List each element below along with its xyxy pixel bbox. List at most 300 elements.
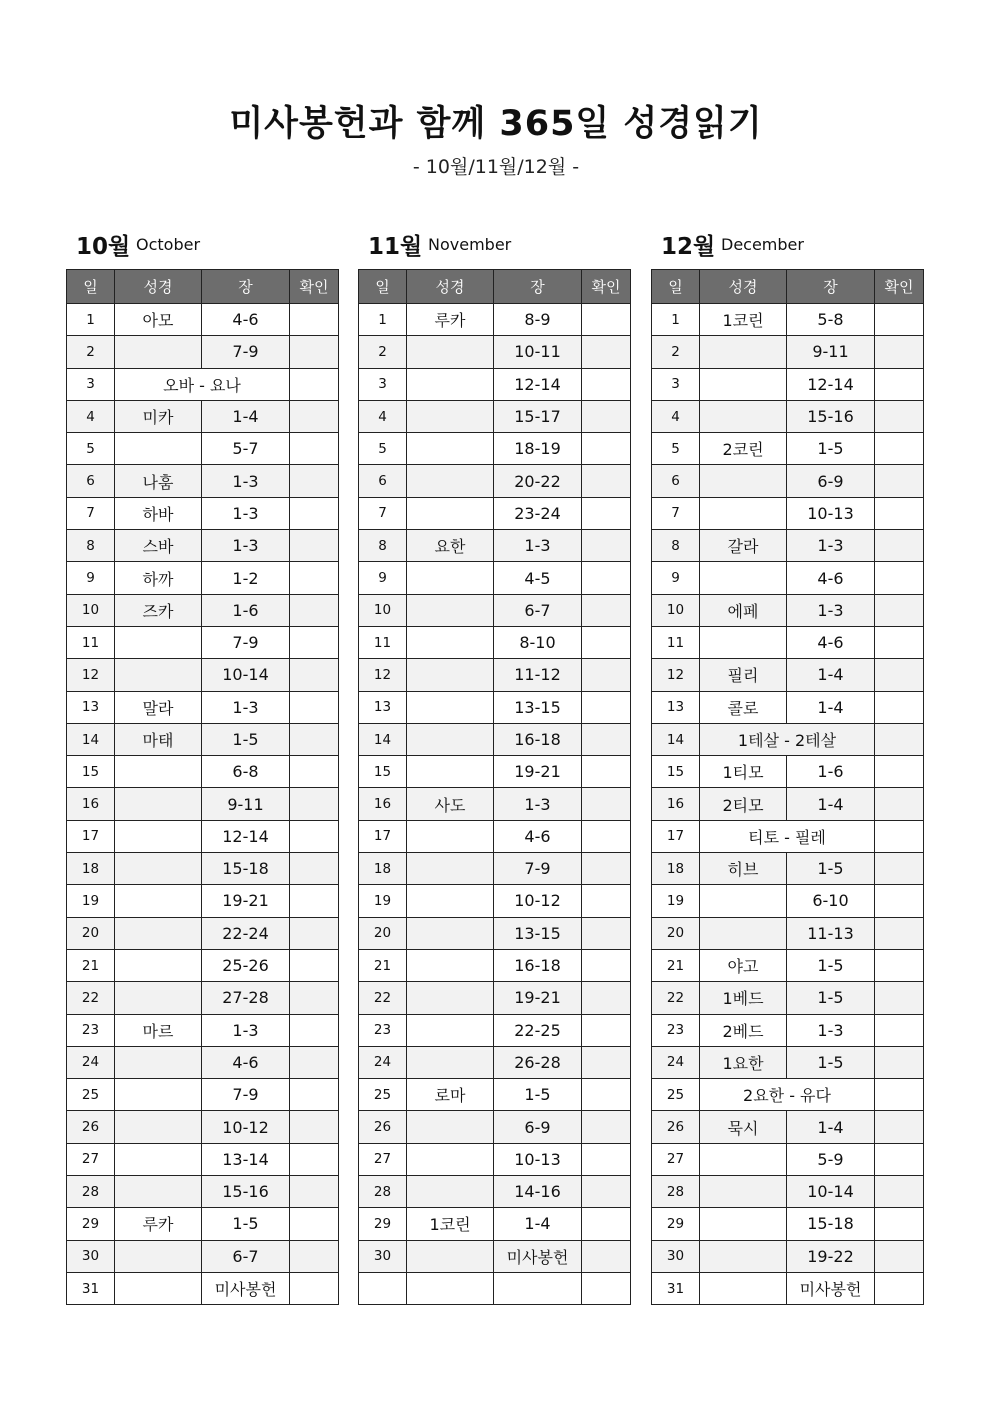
book-cell: [407, 465, 494, 497]
book-cell: 갈라: [700, 530, 787, 562]
chapter-cell: 5-8: [787, 304, 875, 336]
chapter-cell: 7-9: [202, 626, 290, 658]
check-cell[interactable]: [582, 1014, 631, 1046]
check-cell[interactable]: [875, 626, 924, 658]
check-cell[interactable]: [290, 982, 339, 1014]
check-cell[interactable]: [875, 594, 924, 626]
chapter-cell: 12-14: [202, 820, 290, 852]
chapter-cell: 1-5: [787, 1046, 875, 1078]
check-cell[interactable]: [875, 949, 924, 981]
table-row: [359, 594, 631, 626]
day-cell: 14: [359, 723, 407, 755]
day-cell: 29: [67, 1208, 115, 1240]
table-row: [652, 594, 924, 626]
check-cell[interactable]: [582, 820, 631, 852]
day-cell: 7: [652, 497, 700, 529]
table-row: [67, 304, 339, 336]
table-row: [67, 1176, 339, 1208]
table-row: [359, 723, 631, 755]
book-cell: [700, 1240, 787, 1272]
day-cell: 29: [359, 1208, 407, 1240]
table-row: [67, 368, 339, 400]
book-cell: [115, 885, 202, 917]
day-cell: 14: [652, 723, 700, 755]
month-november: [358, 228, 630, 1267]
table-row: [652, 530, 924, 562]
book-cell: 루카: [407, 304, 494, 336]
check-cell[interactable]: [290, 1143, 339, 1175]
table-row: [359, 368, 631, 400]
book-cell: [700, 400, 787, 432]
day-cell: 6: [359, 465, 407, 497]
check-cell[interactable]: [875, 1046, 924, 1078]
chapter-cell: 1-4: [787, 1111, 875, 1143]
check-cell[interactable]: [290, 1046, 339, 1078]
chapter-cell: 16-18: [494, 723, 582, 755]
book-cell: 나훔: [115, 465, 202, 497]
check-cell[interactable]: [875, 982, 924, 1014]
chapter-cell: 13-15: [494, 917, 582, 949]
chapter-cell: 10-14: [202, 659, 290, 691]
check-cell[interactable]: [875, 723, 924, 755]
table-row: [67, 433, 339, 465]
column-header: 성경: [115, 270, 202, 304]
column-header: 확인: [290, 270, 339, 304]
check-cell[interactable]: [290, 1014, 339, 1046]
book-cell: [407, 982, 494, 1014]
check-cell[interactable]: [290, 1208, 339, 1240]
book-cell: [700, 465, 787, 497]
day-cell: 27: [652, 1143, 700, 1175]
day-cell: 3: [67, 368, 115, 400]
check-cell[interactable]: [875, 530, 924, 562]
day-cell: 3: [359, 368, 407, 400]
table-row: [359, 1176, 631, 1208]
check-cell[interactable]: [582, 1208, 631, 1240]
table-row: [359, 433, 631, 465]
table-row: [359, 788, 631, 820]
chapter-cell: 1-4: [494, 1208, 582, 1240]
month-name-en: November: [428, 235, 512, 254]
table-row: [359, 336, 631, 368]
day-cell: 15: [67, 756, 115, 788]
check-cell[interactable]: [875, 465, 924, 497]
day-cell: 13: [652, 691, 700, 723]
check-cell[interactable]: [290, 917, 339, 949]
check-cell[interactable]: [582, 368, 631, 400]
check-cell[interactable]: [875, 853, 924, 885]
check-cell[interactable]: [875, 691, 924, 723]
table-row: [359, 497, 631, 529]
chapter-cell: 1-3: [202, 530, 290, 562]
book-range-cell: 1테살 - 2테살: [700, 723, 875, 755]
table-row: [67, 1143, 339, 1175]
book-cell: [115, 820, 202, 852]
table-row: [67, 1272, 339, 1304]
chapter-cell: 6-9: [494, 1111, 582, 1143]
check-cell[interactable]: [582, 1079, 631, 1111]
check-cell[interactable]: [582, 659, 631, 691]
day-cell: 19: [67, 885, 115, 917]
book-cell: [407, 497, 494, 529]
chapter-cell: 1-3: [494, 788, 582, 820]
book-cell: [407, 1176, 494, 1208]
book-cell: 2코린: [700, 433, 787, 465]
book-cell: [700, 368, 787, 400]
table-row: [67, 949, 339, 981]
book-cell: [700, 497, 787, 529]
check-cell[interactable]: [290, 853, 339, 885]
check-cell[interactable]: [290, 659, 339, 691]
check-cell[interactable]: [875, 433, 924, 465]
check-cell[interactable]: [582, 885, 631, 917]
check-cell[interactable]: [875, 659, 924, 691]
chapter-cell: 6-8: [202, 756, 290, 788]
book-cell: [407, 1046, 494, 1078]
check-cell[interactable]: [582, 497, 631, 529]
day-cell: 8: [652, 530, 700, 562]
table-row: [359, 1014, 631, 1046]
check-cell[interactable]: [290, 304, 339, 336]
check-cell[interactable]: [875, 1143, 924, 1175]
check-cell[interactable]: [875, 1111, 924, 1143]
check-cell[interactable]: [582, 691, 631, 723]
table-row: [67, 594, 339, 626]
day-cell: 17: [359, 820, 407, 852]
table-row: [67, 1079, 339, 1111]
check-cell[interactable]: [290, 885, 339, 917]
table-row: [652, 400, 924, 432]
check-cell[interactable]: [582, 626, 631, 658]
table-row: [67, 626, 339, 658]
day-cell: 22: [652, 982, 700, 1014]
table-row: [652, 691, 924, 723]
day-cell: 19: [359, 885, 407, 917]
chapter-cell: 15-16: [202, 1176, 290, 1208]
check-cell[interactable]: [582, 530, 631, 562]
book-cell: [407, 562, 494, 594]
day-cell: 20: [67, 917, 115, 949]
table-row: [67, 1111, 339, 1143]
chapter-cell: 19-21: [494, 756, 582, 788]
table-row: [652, 1240, 924, 1272]
table-row: [359, 917, 631, 949]
chapter-cell: 22-25: [494, 1014, 582, 1046]
chapter-cell: 8-10: [494, 626, 582, 658]
day-cell: 13: [67, 691, 115, 723]
chapter-cell: 4-6: [202, 1046, 290, 1078]
day-cell: 1: [67, 304, 115, 336]
check-cell[interactable]: [290, 788, 339, 820]
chapter-cell: 10-12: [202, 1111, 290, 1143]
check-cell[interactable]: [290, 756, 339, 788]
table-row: [359, 756, 631, 788]
chapter-cell: 6-7: [494, 594, 582, 626]
column-header: 일: [359, 270, 407, 304]
book-cell: [407, 853, 494, 885]
book-cell: 1코린: [700, 304, 787, 336]
day-cell: 31: [652, 1272, 700, 1304]
book-cell: [115, 1046, 202, 1078]
table-row: [359, 659, 631, 691]
check-cell[interactable]: [582, 336, 631, 368]
table-row: [652, 723, 924, 755]
chapter-cell: 7-9: [202, 336, 290, 368]
check-cell[interactable]: [582, 917, 631, 949]
check-cell[interactable]: [875, 497, 924, 529]
chapter-cell: 4-5: [494, 562, 582, 594]
book-cell: [700, 1208, 787, 1240]
check-cell[interactable]: [875, 820, 924, 852]
check-cell[interactable]: [290, 497, 339, 529]
table-row: [652, 1208, 924, 1240]
chapter-cell: 1-5: [787, 433, 875, 465]
chapter-cell: 4-6: [494, 820, 582, 852]
table-row: [359, 562, 631, 594]
table-row: [652, 465, 924, 497]
table-row: [652, 820, 924, 852]
chapter-cell: 22-24: [202, 917, 290, 949]
check-cell[interactable]: [875, 1176, 924, 1208]
check-cell[interactable]: [582, 562, 631, 594]
day-cell: 23: [67, 1014, 115, 1046]
check-cell[interactable]: [875, 368, 924, 400]
book-cell: 1코린: [407, 1208, 494, 1240]
check-cell[interactable]: [290, 400, 339, 432]
check-cell[interactable]: [290, 1240, 339, 1272]
chapter-cell: 12-14: [494, 368, 582, 400]
column-header: 성경: [700, 270, 787, 304]
day-cell: 18: [67, 853, 115, 885]
day-cell: 18: [652, 853, 700, 885]
chapter-cell: 19-21: [202, 885, 290, 917]
table-row: [652, 756, 924, 788]
table-row: [652, 1014, 924, 1046]
check-cell[interactable]: [875, 917, 924, 949]
table-row: [67, 336, 339, 368]
check-cell[interactable]: [582, 853, 631, 885]
chapter-cell: 1-5: [787, 982, 875, 1014]
check-cell[interactable]: [582, 1046, 631, 1078]
chapter-cell: 9-11: [202, 788, 290, 820]
check-cell[interactable]: [290, 626, 339, 658]
check-cell[interactable]: [290, 433, 339, 465]
book-cell: [407, 723, 494, 755]
table-header: [67, 270, 339, 304]
table-row: [67, 853, 339, 885]
check-cell[interactable]: [290, 336, 339, 368]
check-cell[interactable]: [582, 1176, 631, 1208]
chapter-cell: 10-13: [494, 1143, 582, 1175]
chapter-cell: 10-11: [494, 336, 582, 368]
chapter-cell: 1-3: [202, 465, 290, 497]
check-cell[interactable]: [875, 1208, 924, 1240]
day-cell: 20: [359, 917, 407, 949]
book-cell: 콜로: [700, 691, 787, 723]
day-cell: 25: [652, 1079, 700, 1111]
table-row: [359, 853, 631, 885]
day-cell: 24: [359, 1046, 407, 1078]
day-cell: 28: [359, 1176, 407, 1208]
table-row: [652, 659, 924, 691]
book-cell: 2베드: [700, 1014, 787, 1046]
check-cell[interactable]: [875, 1079, 924, 1111]
check-cell[interactable]: [290, 1176, 339, 1208]
check-cell[interactable]: [875, 562, 924, 594]
check-cell[interactable]: [875, 1240, 924, 1272]
month-name-en: December: [721, 235, 804, 254]
check-cell[interactable]: [582, 788, 631, 820]
book-cell: [407, 1014, 494, 1046]
book-cell: [115, 433, 202, 465]
check-cell[interactable]: [582, 1240, 631, 1272]
check-cell[interactable]: [582, 465, 631, 497]
check-cell[interactable]: [290, 530, 339, 562]
check-cell[interactable]: [582, 1143, 631, 1175]
check-cell[interactable]: [290, 949, 339, 981]
check-cell[interactable]: [582, 433, 631, 465]
chapter-cell: 1-5: [202, 723, 290, 755]
book-cell: 루카: [115, 1208, 202, 1240]
chapter-cell: 9-11: [787, 336, 875, 368]
column-header: 장: [787, 270, 875, 304]
book-cell: [115, 853, 202, 885]
check-cell[interactable]: [875, 1272, 924, 1304]
check-cell[interactable]: [875, 756, 924, 788]
book-cell: 묵시: [700, 1111, 787, 1143]
book-cell: 요한: [407, 530, 494, 562]
book-cell: [700, 562, 787, 594]
book-cell: [407, 368, 494, 400]
book-cell: [700, 1272, 787, 1304]
day-cell: 21: [67, 949, 115, 981]
day-cell: 9: [359, 562, 407, 594]
table-row: [67, 820, 339, 852]
day-cell: 28: [67, 1176, 115, 1208]
day-cell: 4: [652, 400, 700, 432]
day-cell: 20: [652, 917, 700, 949]
check-cell[interactable]: [875, 788, 924, 820]
check-cell[interactable]: [582, 400, 631, 432]
day-cell: 7: [67, 497, 115, 529]
day-cell: 26: [359, 1111, 407, 1143]
book-cell: [115, 1111, 202, 1143]
chapter-cell: 6-7: [202, 1240, 290, 1272]
book-cell: [407, 626, 494, 658]
book-cell: [407, 659, 494, 691]
check-cell[interactable]: [290, 465, 339, 497]
day-cell: 13: [359, 691, 407, 723]
day-cell: 30: [67, 1240, 115, 1272]
chapter-cell: 27-28: [202, 982, 290, 1014]
table-row: [67, 917, 339, 949]
day-cell: 25: [359, 1079, 407, 1111]
chapter-cell: 13-14: [202, 1143, 290, 1175]
chapter-cell: 1-4: [787, 691, 875, 723]
check-cell[interactable]: [582, 1111, 631, 1143]
chapter-cell: [494, 1272, 582, 1304]
table-row: [652, 1079, 924, 1111]
check-cell[interactable]: [290, 1079, 339, 1111]
check-cell[interactable]: [290, 820, 339, 852]
chapter-cell: 14-16: [494, 1176, 582, 1208]
table-row: [67, 1240, 339, 1272]
chapter-cell: 15-18: [202, 853, 290, 885]
check-cell[interactable]: [290, 691, 339, 723]
table-row: [67, 691, 339, 723]
check-cell[interactable]: [875, 400, 924, 432]
chapter-cell: 18-19: [494, 433, 582, 465]
check-cell[interactable]: [290, 1111, 339, 1143]
book-cell: 마태: [115, 723, 202, 755]
day-cell: 10: [652, 594, 700, 626]
check-cell[interactable]: [875, 304, 924, 336]
check-cell[interactable]: [582, 723, 631, 755]
check-cell[interactable]: [582, 756, 631, 788]
book-cell: [115, 1143, 202, 1175]
check-cell[interactable]: [290, 562, 339, 594]
day-cell: 8: [359, 530, 407, 562]
check-cell[interactable]: [582, 982, 631, 1014]
check-cell[interactable]: [290, 1272, 339, 1304]
chapter-cell: 5-9: [787, 1143, 875, 1175]
check-cell[interactable]: [290, 594, 339, 626]
book-cell: 마르: [115, 1014, 202, 1046]
check-cell[interactable]: [875, 336, 924, 368]
check-cell[interactable]: [875, 1014, 924, 1046]
day-cell: 6: [67, 465, 115, 497]
table-row: [67, 1046, 339, 1078]
book-cell: [115, 1272, 202, 1304]
table-row: [67, 982, 339, 1014]
table-row: [67, 497, 339, 529]
day-cell: 1: [652, 304, 700, 336]
check-cell[interactable]: [290, 368, 339, 400]
check-cell[interactable]: [582, 949, 631, 981]
reading-table: [358, 269, 631, 1305]
chapter-cell: 1-4: [202, 400, 290, 432]
book-cell: [115, 756, 202, 788]
chapter-cell: 7-9: [202, 1079, 290, 1111]
day-cell: 7: [359, 497, 407, 529]
book-cell: 하바: [115, 497, 202, 529]
book-cell: [115, 659, 202, 691]
day-cell: 15: [652, 756, 700, 788]
table-row: [359, 626, 631, 658]
table-row: [359, 949, 631, 981]
day-cell: 11: [359, 626, 407, 658]
table-row: [359, 885, 631, 917]
book-cell: [115, 949, 202, 981]
chapter-cell: 10-13: [787, 497, 875, 529]
column-header: 장: [494, 270, 582, 304]
chapter-cell: 8-9: [494, 304, 582, 336]
table-row: [652, 433, 924, 465]
check-cell[interactable]: [582, 1272, 631, 1304]
day-cell: 11: [67, 626, 115, 658]
check-cell[interactable]: [875, 885, 924, 917]
chapter-cell: 6-10: [787, 885, 875, 917]
check-cell[interactable]: [290, 723, 339, 755]
chapter-cell: 1-3: [787, 530, 875, 562]
day-cell: 17: [652, 820, 700, 852]
chapter-cell: 19-22: [787, 1240, 875, 1272]
check-cell[interactable]: [582, 304, 631, 336]
check-cell[interactable]: [582, 594, 631, 626]
table-row: [652, 1176, 924, 1208]
chapter-cell: 16-18: [494, 949, 582, 981]
book-cell: [115, 336, 202, 368]
